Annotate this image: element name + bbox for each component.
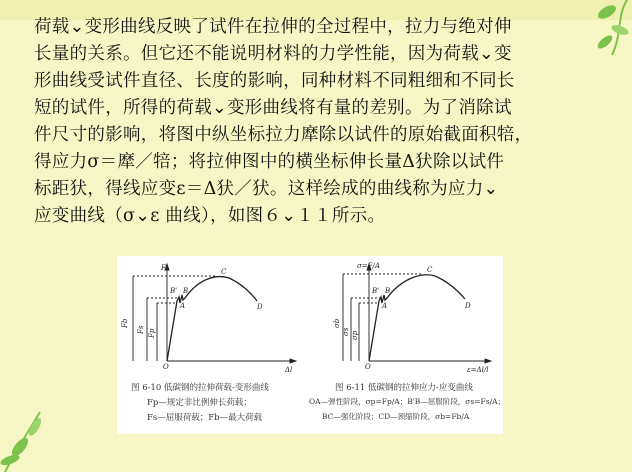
level-fs-left: Fs [137,325,145,334]
point-d-right: D [465,302,471,310]
leaf-decoration-bottom-left [0,402,60,472]
point-b-prime-right: B' [372,287,380,295]
legend-left-2: Fs—屈服荷载；Fb—最大荷载 [147,413,263,423]
legend-left-1: Fp—规定非比例伸长荷载； [147,398,252,408]
origin-label-right: O [365,363,371,371]
load-deformation-plot [133,264,296,363]
point-c-right: C [427,266,433,274]
paragraph-line: 得应力σ＝犘／犃；将拉伸图中的横坐标伸长量Δ犾除以试件 [34,152,505,172]
level-sigma-s: σs [342,327,350,336]
paragraph-line: 长量的关系。但它还不能说明材料的力学性能，因为荷载⌄变 [34,44,512,64]
paragraph-line: 形曲线受试件直径、长度的影响，同种材料不同粗细和不同长 [34,71,515,91]
paragraph-line: 荷载⌄变形曲线反映了试件在拉伸的全过程中，拉力与绝对伸 [34,17,512,37]
y-axis-label-left: F [161,264,166,272]
paragraph-line: 件尺寸的影响，将图中纵坐标拉力犘除以试件的原始截面积犃， [34,125,533,145]
legend-right-2: BC—强化阶段；CD—颈缩阶段，σb=Fb/A [322,412,470,421]
body-paragraph [34,14,604,230]
stress-strain-figure [117,256,506,434]
caption-right: 图 6-11 低碳钢的拉伸应力-应变曲线 [335,383,473,393]
level-fb-left: Fb [121,318,129,328]
level-fp-left: Fp [148,328,156,338]
x-axis-label-right: ε=Δl/l [467,366,489,374]
point-b-prime-left: B' [170,287,178,295]
point-c-left: C [221,268,227,276]
point-b-right: B [385,287,391,295]
legend-right-1: OA—弹性阶段，σp=Fp/A；B'B—屈服阶段，σs=Fs/A； [309,397,506,406]
point-d-left: D [257,303,263,311]
caption-left: 图 6-10 低碳钢的拉伸荷载-变形曲线 [131,383,269,393]
paragraph-line: 应变曲线（σ⌄ε 曲线），如图６⌄１１所示。 [34,206,386,226]
paragraph-line: 短的试件，所得的荷载⌄变形曲线将有量的差别。为了消除试 [34,98,512,118]
y-axis-label-right: σ=F/A [357,262,380,270]
x-axis-label-left: Δl [285,366,293,374]
level-sigma-p: σp [351,330,359,340]
level-sigma-b: σb [333,318,341,328]
stress-strain-plot [343,264,491,363]
origin-label-left: O [163,363,169,371]
point-b-left: B [183,287,189,295]
paragraph-line: 标距犾，得线应变ε＝Δ犾／犾。这样绘成的曲线称为应力⌄ [34,179,499,199]
point-a-right: A [382,302,388,310]
point-a-left: A [180,302,186,310]
